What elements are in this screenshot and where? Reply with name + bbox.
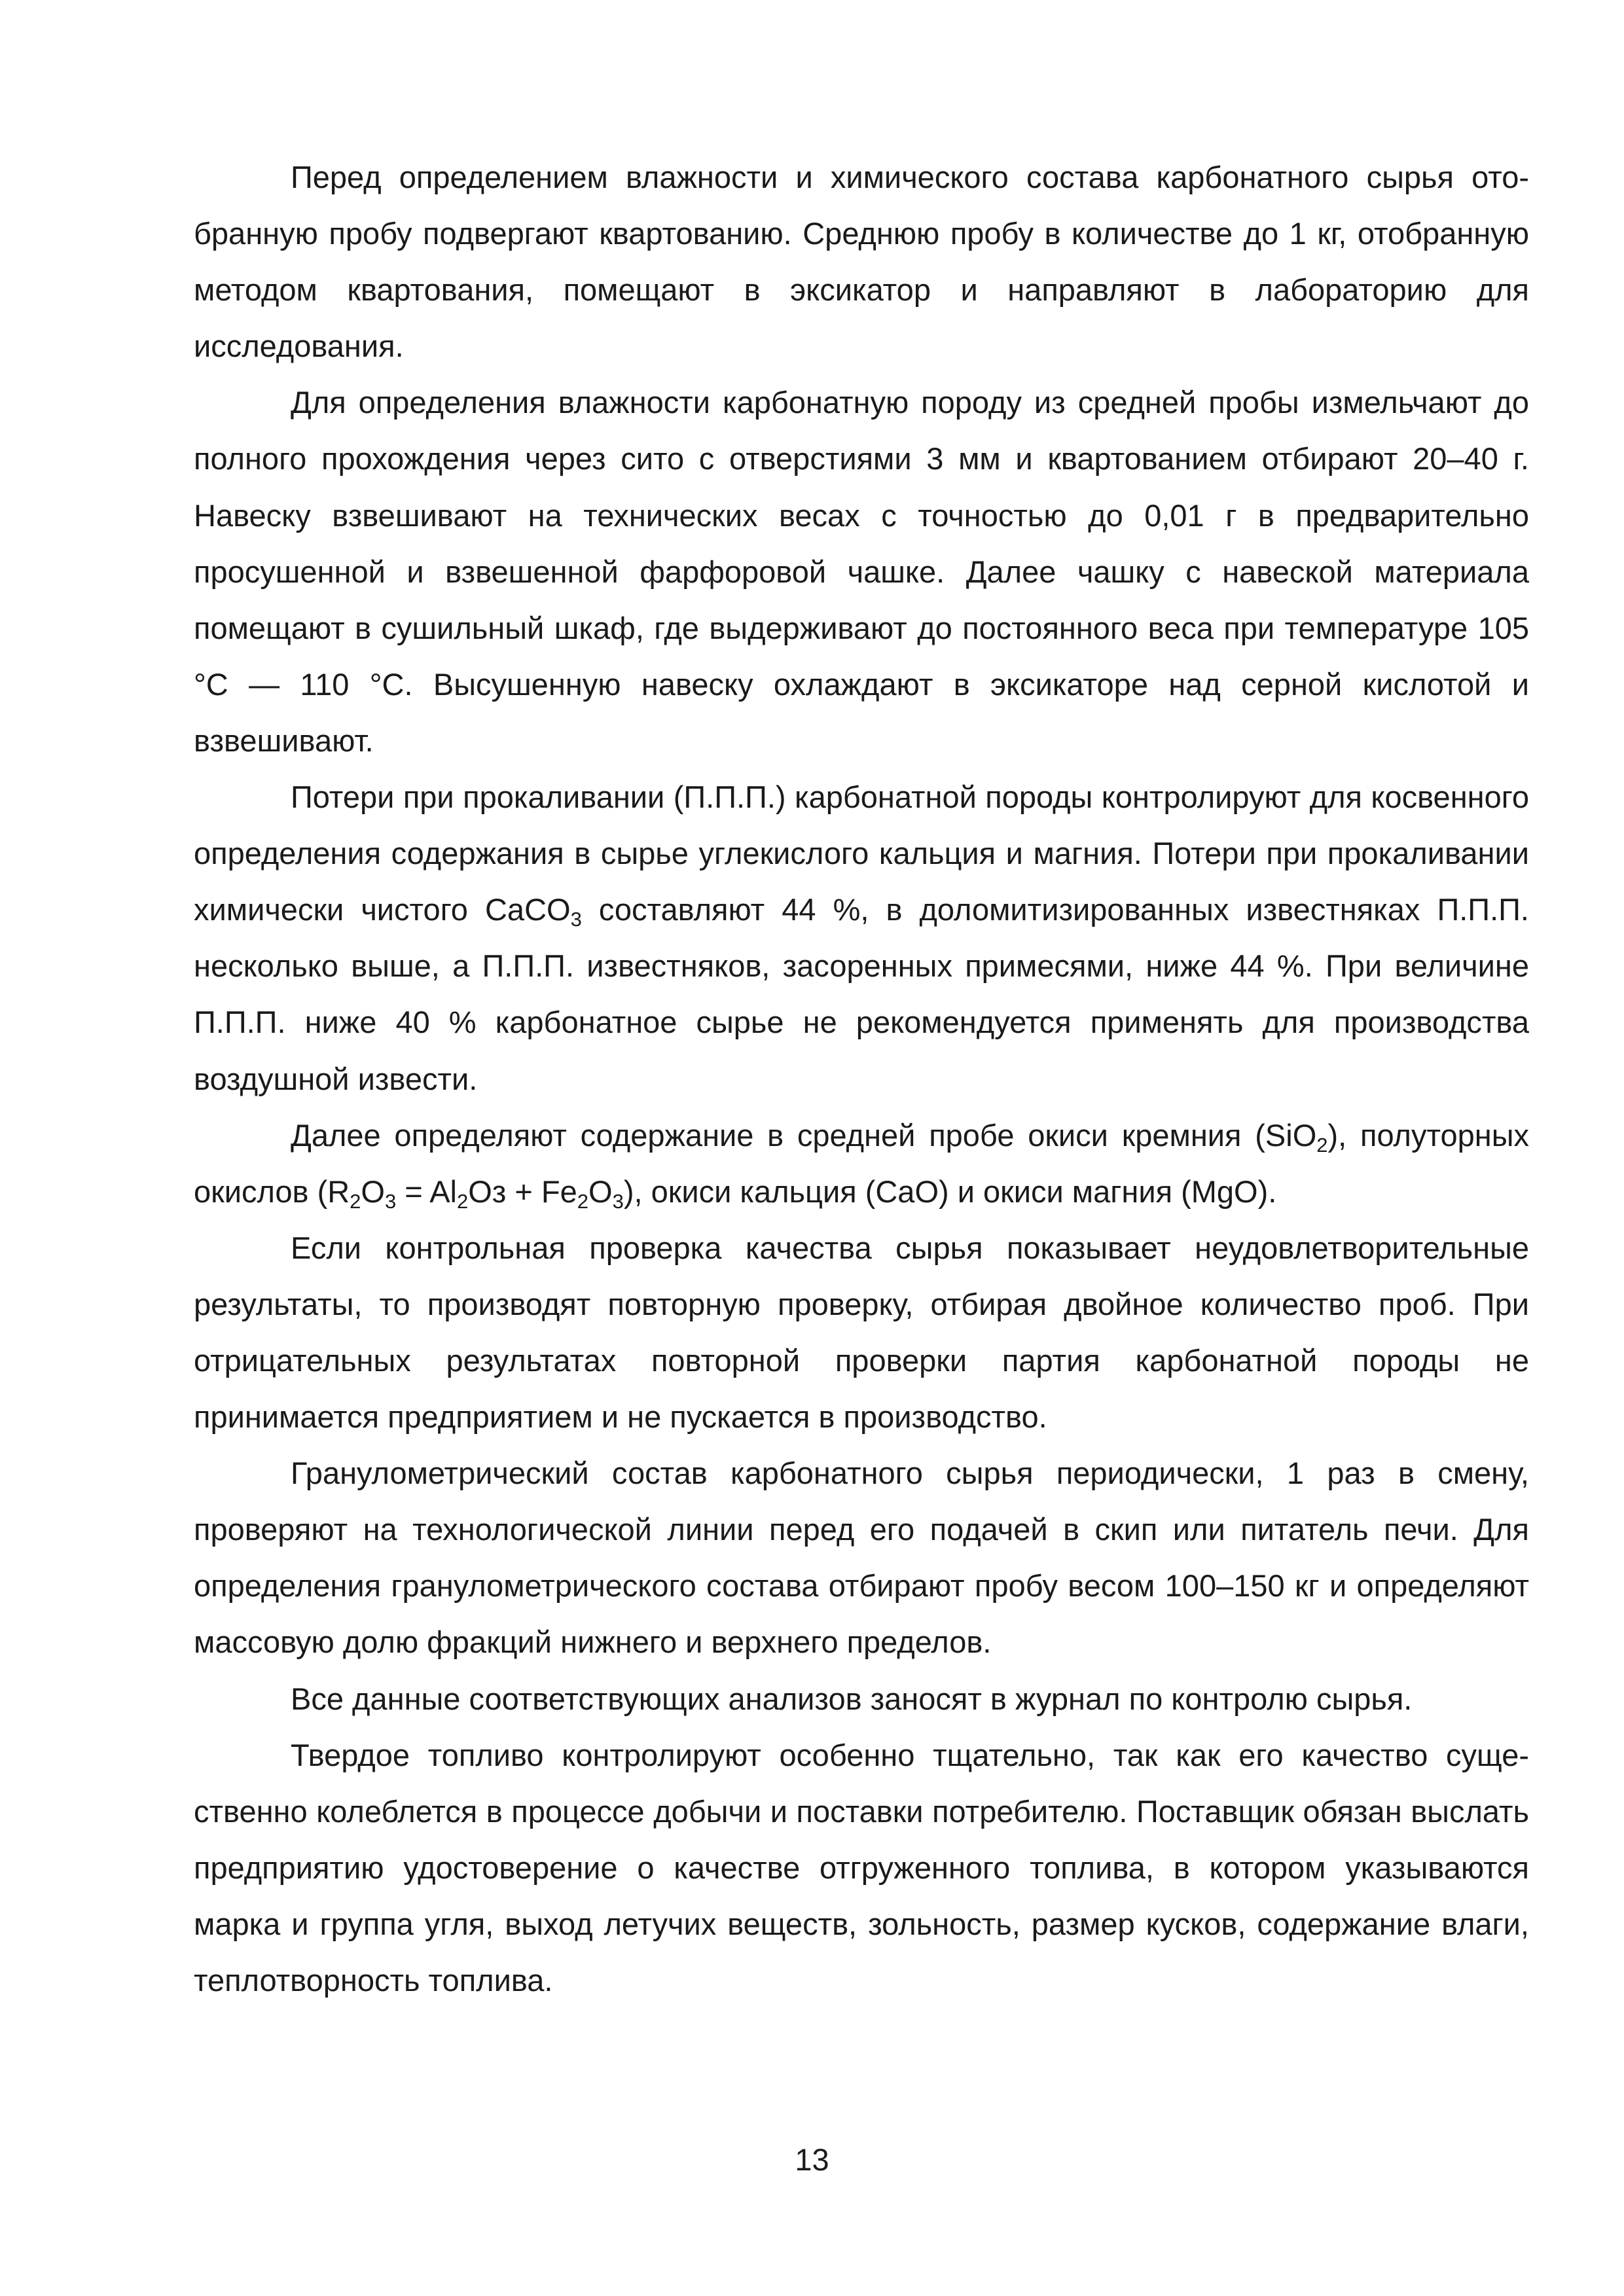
paragraph-oxide-content: Далее определяют содержание в средней пробе окиси кремния (SiO$_2$), полуторных окислов $(R_2O_3 = Al_2Oз + Fe_2O_3)$, окиси кальция (CaO) и окиси магния (MgO). [194, 1117, 1529, 1213]
paragraph-sample-preparation: Перед определением влажности и химического состава карбонатного сырья отобранную пробу подвергают квартованию. Среднюю пробу в количестве до 1 кг, отобранную методом квартования, помещают в эксикатор и направляют в лабораторию для исследования. [194, 160, 1529, 364]
paragraph-moisture-determination: Для определения влажности карбонатную породу из средней пробы измельчают до полного прохождения через сито с отверстиями 3 мм и квартованием отбирают 20–40 г. Навеску взвешивают на технических весах с точностью до 0,01 г в предварительно просушенной и взвешенной фарфоровой чашке. Далее чашку с навеской материала помещают в сушильный шкаф, где выдерживают до постоянного веса при температуре 105 °С — 110 °С. Высушенную навеску охлаждают в эксикаторе над серной кислотой и взвешивают. [194, 385, 1529, 758]
paragraph-solid-fuel: Твердое топливо контролируют особенно тщательно, так как его качество существенно колеблется в процессе добычи и поставки потребителю. Поставщик обязан выслать предприятию удостоверение о качестве отгруженного топлива, в котором указываются марка и группа угля, выход летучих веществ, зольность, размер кусков, содержание влаги, теплотворность топлива. [194, 1737, 1529, 1998]
page-body [194, 149, 1529, 2009]
paragraph-repeat-check: Если контрольная проверка качества сырья показывает неудовлетворительные результаты, то производят повторную проверку, отбирая двойное количество проб. При отрицательных результатах повторной проверки партия карбонатной породы не принимается предприятием и не пускается в производство. [194, 1230, 1529, 1435]
paragraph-granulometry: Гранулометрический состав карбонатного сырья периодически, 1 раз в смену, проверяют на технологической линии перед его подачей в скип или питатель печи. Для определения гранулометрического состава отбирают пробу весом 100–150 кг и определяют массовую долю фракций нижнего и верхнего пределов. [194, 1456, 1529, 1660]
paragraph-analysis-journal: Все данные соответствующих анализов заносят в журнал по контролю сырья. [291, 1681, 1413, 1716]
paragraph-ignition-loss: Потери при прокаливании (П.П.П.) карбонатной породы контролируют для косвенного определения содержания в сырье углекислого кальция и магния. Потери при прокаливании химически чистого CaCO$_3$ составляют 44 %, в доломитизированных известняках П.П.П. несколько выше, а П.П.П. известняков, засоренных примесями, ниже 44 %. При величине П.П.П. ниже 40 % карбонатное сырье не рекомендуется применять для производства воздушной извести. [194, 780, 1529, 1096]
page-number: 13 [795, 2142, 829, 2177]
